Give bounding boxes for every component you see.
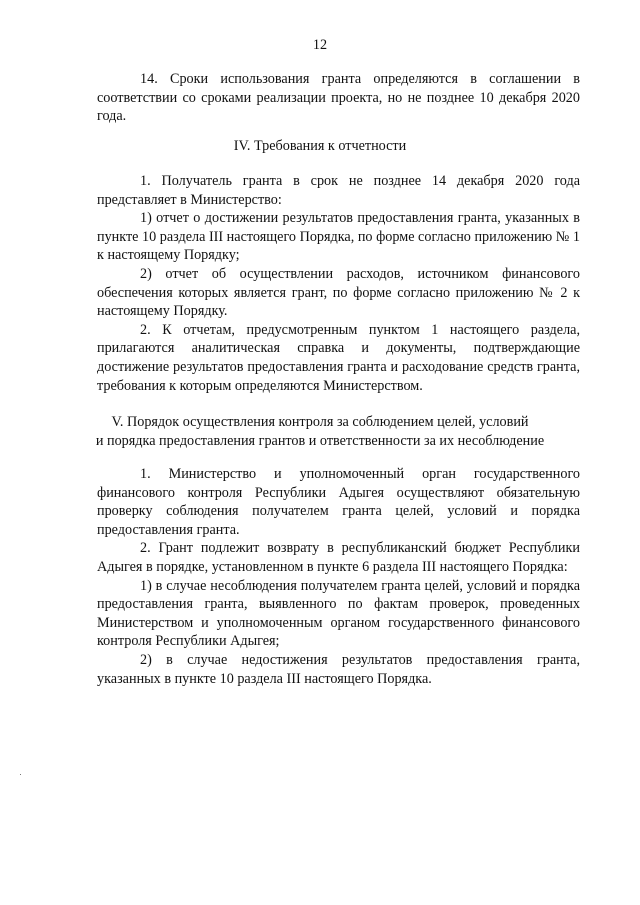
section5-paragraph-4: 2) в случае недостижения результатов предоставления гранта, указанных в пункте 10 раздела III настоящего Порядка. [97, 651, 580, 687]
section5-paragraph-3: 1) в случае несоблюдения получателем гранта целей, условий и порядка предоставления гранта, выявленного по фактам проверок, проведенных Министерством и уполномоченным органом государственного финансового контроля Республики Адыгея; [97, 577, 580, 650]
section4-paragraph-1: 1. Получатель гранта в срок не позднее 14 декабря 2020 года представляет в Министерство: [97, 173, 580, 208]
section4-title [0, 137, 640, 156]
section4-paragraph-4: 2. К отчетам, предусмотренным пунктом 1 настоящего раздела, прилагаются аналитическая справка и документы, подтверждающие достижение результатов предоставления гранта и расходование средств гранта, требования к которым определяются Министерством. [97, 321, 580, 394]
page-number: 12 [312, 37, 328, 53]
section5-title-line1: V. Порядок осуществления контроля за соблюдением целей, условий [111, 414, 529, 430]
section4-body [97, 172, 580, 395]
section5-body [97, 465, 580, 688]
section5-paragraph-2: 2. Грант подлежит возврату в республиканский бюджет Республики Адыгея в порядке, установленном в пункте 6 раздела III настоящего Порядка: [97, 540, 580, 575]
scan-speck [20, 774, 21, 775]
section5-title-line2: и порядка предоставления грантов и ответственности за их несоблюдение [95, 432, 545, 449]
section5-title [0, 413, 640, 450]
section4-paragraph-2: 1) отчет о достижении результатов предоставления гранта, указанных в пункте 10 раздела III настоящего Порядка, по форме согласно приложению № 1 к настоящему Порядку; [97, 210, 580, 264]
section4-title-text: IV. Требования к отчетности [233, 138, 407, 154]
section4-paragraph-3: 2) отчет об осуществлении расходов, источником финансового обеспечения которых является грант, по форме согласно приложению № 2 к настоящему Порядку. [97, 265, 580, 320]
section3-item14-block [97, 70, 580, 126]
paragraph-item14: 14. Сроки использования гранта определяются в соглашении в соответствии со сроками реализации проекта, но не позднее 10 декабря 2020 года. [97, 71, 580, 125]
section5-paragraph-1: 1. Министерство и уполномоченный орган государственного финансового контроля Республики Адыгея осуществляют обязательную проверку соблюдения получателем гранта целей, условий и порядка предоставления гранта. [97, 466, 580, 538]
